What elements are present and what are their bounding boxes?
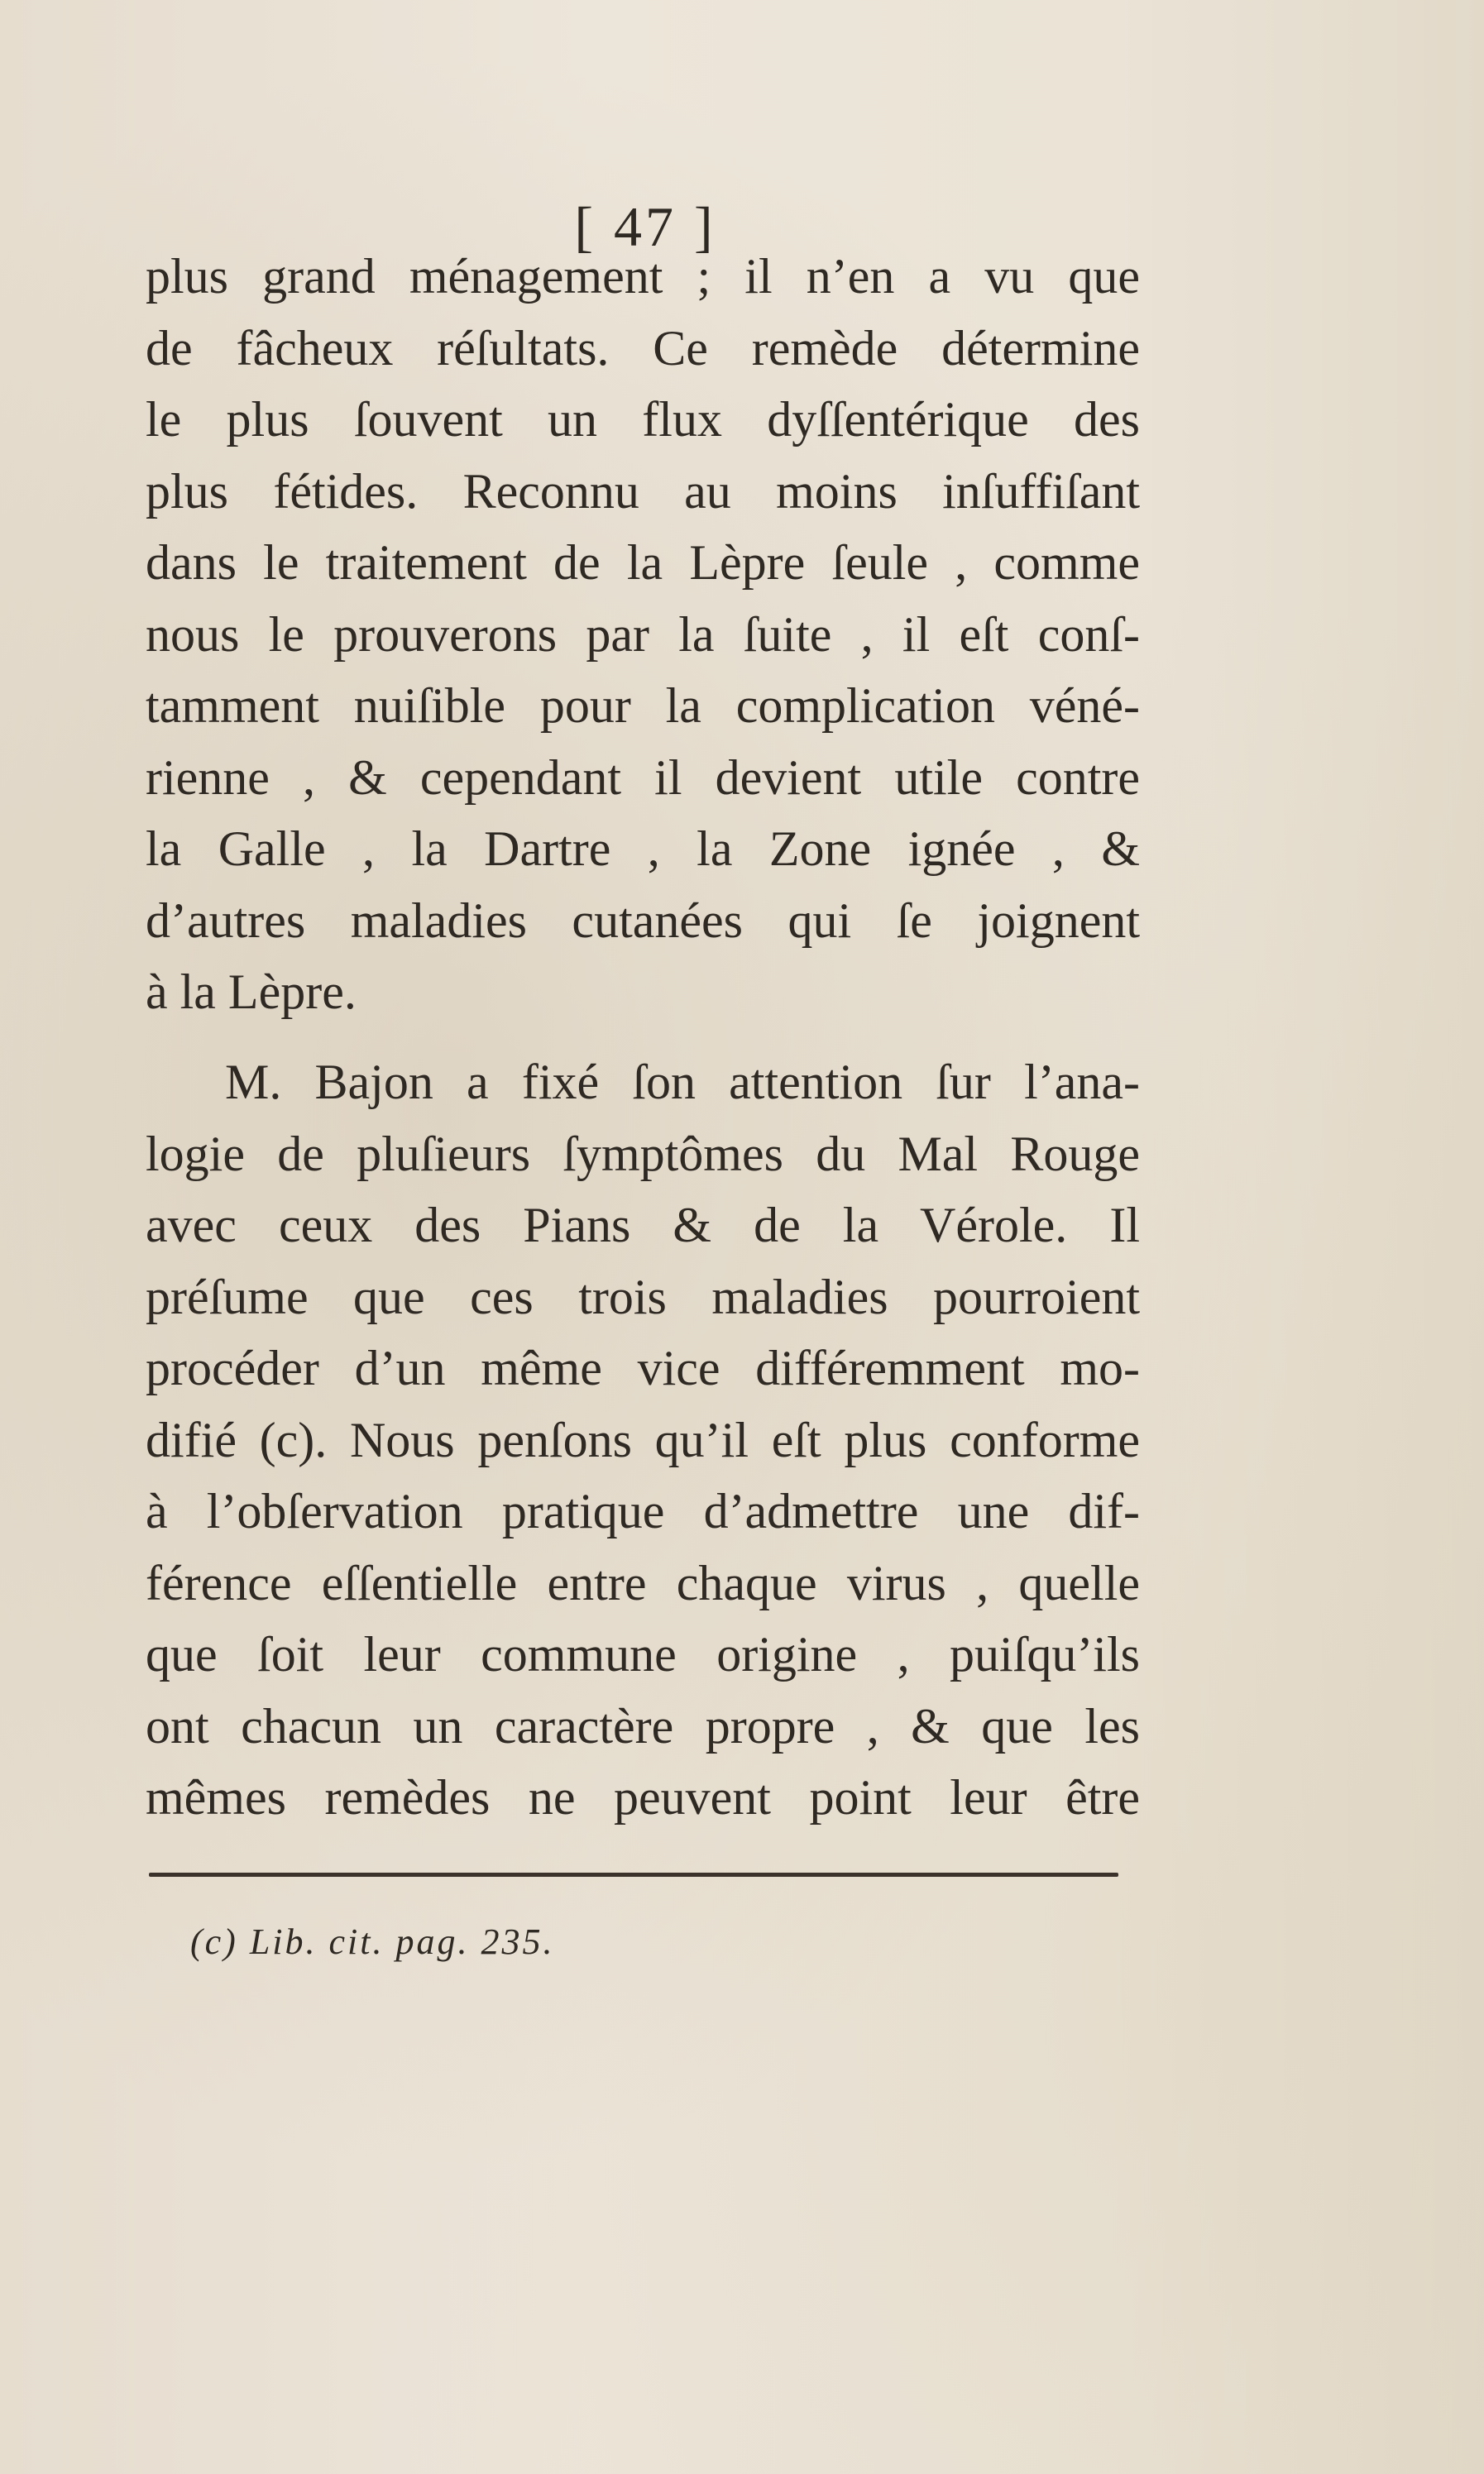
text-line: à la Lèpre.	[146, 964, 357, 1019]
text-line: tamment nuiſible pour la complication véné-	[146, 678, 1140, 733]
footnote-rule	[149, 1873, 1118, 1877]
text-line: M. Bajon a fixé ſon attention ſur l’ana-	[225, 1055, 1140, 1109]
text-line: dans le traitement de la Lèpre ſeule , comme	[146, 535, 1140, 590]
text-line: de fâcheux réſultats. Ce remède détermine	[146, 320, 1140, 376]
text-line: ont chacun un caractère propre , & que les	[146, 1698, 1140, 1754]
text-line: nous le prouverons par la ſuite , il eſt conſ-	[146, 606, 1140, 662]
text-line: d’autres maladies cutanées qui ſe joignent	[146, 892, 1140, 948]
text-line: difié (c). Nous penſons qu’il eſt plus conforme	[146, 1412, 1140, 1467]
text-line: plus grand ménagement ; il n’en a vu que	[146, 249, 1140, 304]
text-line: mêmes remèdes ne peuvent point leur être	[146, 1770, 1140, 1825]
text-line: préſume que ces trois maladies pourroient	[146, 1269, 1140, 1324]
footnote: (c) Lib. cit. pag. 235.	[190, 1921, 555, 1962]
text-line: férence eſſentielle entre chaque virus , quelle	[146, 1555, 1140, 1610]
text-line: logie de pluſieurs ſymptômes du Mal Rouge	[146, 1126, 1140, 1181]
text-line: procéder d’un même vice différemment mo-	[146, 1341, 1140, 1395]
text-line: le plus ſouvent un flux dyſſentérique des	[146, 392, 1140, 447]
text-line: rienne , & cependant il devient utile contre	[146, 749, 1140, 805]
text-line: à l’obſervation pratique d’admettre une dif-	[146, 1484, 1140, 1538]
text-line: la Galle , la Dartre , la Zone ignée , &	[146, 821, 1140, 876]
text-line: avec ceux des Pians & de la Vérole. Il	[146, 1198, 1140, 1252]
page-number: [ 47 ]	[574, 195, 716, 258]
text-line: plus fétides. Reconnu au moins inſuffiſant	[146, 463, 1140, 519]
text-line: que ſoit leur commune origine , puiſqu’ils	[146, 1627, 1140, 1682]
